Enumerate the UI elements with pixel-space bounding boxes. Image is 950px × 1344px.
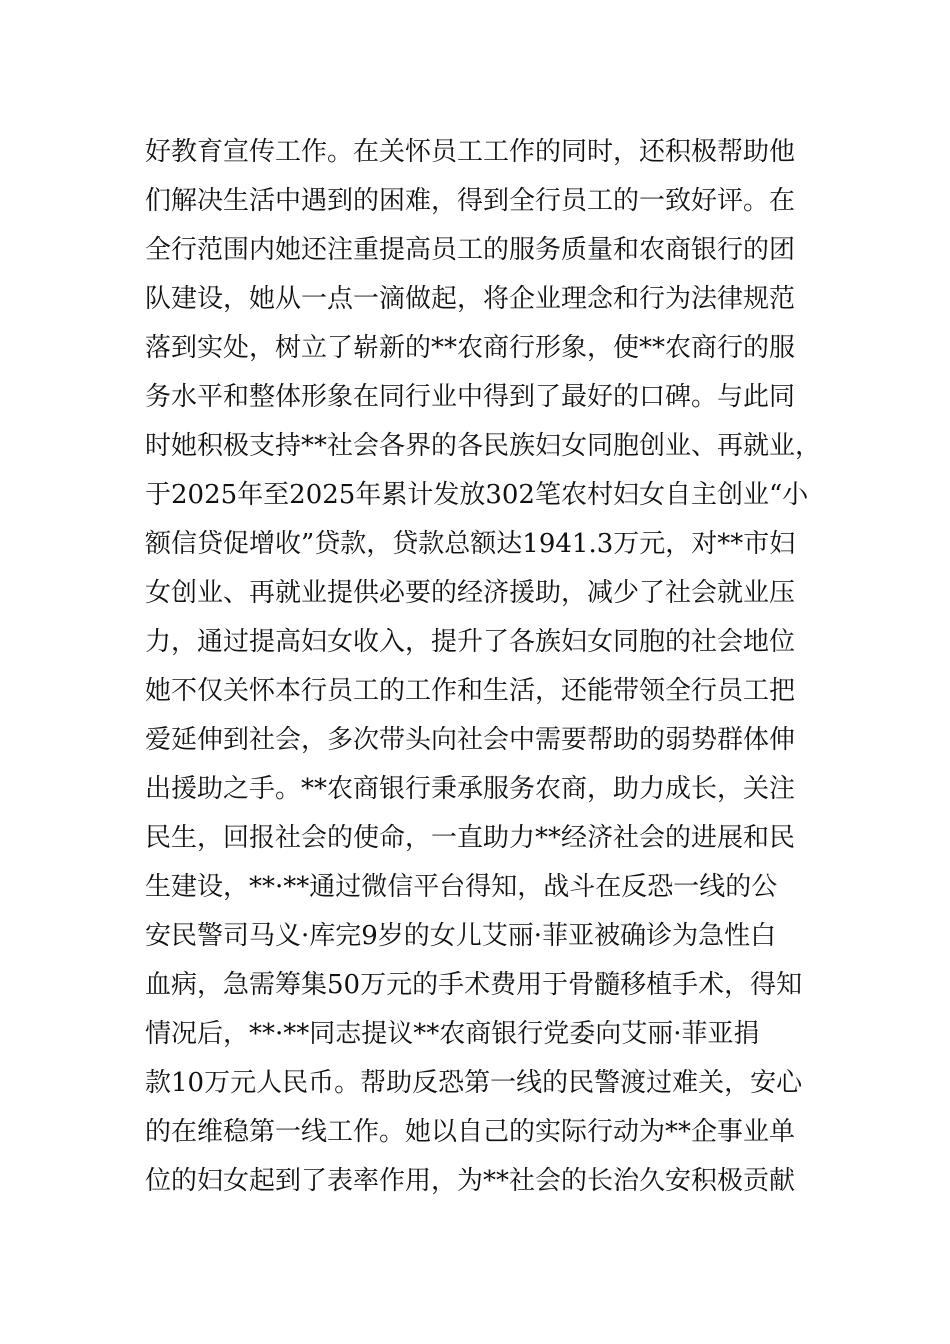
text-line: 生建设，**·**通过微信平台得知，战斗在反恐一线的公 <box>145 872 778 902</box>
text-line: 于2025年至2025年累计发放302笔农村妇女自主创业“小 <box>145 480 809 510</box>
text-line: 血病，急需筹集50万元的手术费用于骨髓移植手术，得知 <box>145 970 803 1000</box>
text-line: 队建设，她从一点一滴做起，将企业理念和行为法律规范 <box>145 284 796 314</box>
text-line: 的在维稳第一线工作。她以自己的实际行动为**企事业单 <box>145 1117 796 1147</box>
text-line: 安民警司马义·库完9岁的女儿艾丽·菲亚被确诊为急性白 <box>145 921 777 951</box>
text-line: 位的妇女起到了表率作用，为**社会的长治久安积极贡献 <box>145 1166 796 1196</box>
text-line: 好教育宣传工作。在关怀员工工作的同时，还积极帮助他 <box>145 137 796 167</box>
text-line: 情况后，**·**同志提议**农商银行党委向艾丽·菲亚捐 <box>145 1019 760 1049</box>
text-line: 她不仅关怀本行员工的工作和生活，还能带领全行员工把 <box>145 676 796 706</box>
text-line: 出援助之手。**农商银行秉承服务农商，助力成长，关注 <box>145 774 796 804</box>
text-line: 力，通过提高妇女收入，提升了各族妇女同胞的社会地位 <box>145 627 796 657</box>
text-line: 们解决生活中遇到的困难，得到全行员工的一致好评。在 <box>145 186 796 216</box>
text-line: 时她积极支持**社会各界的各民族妇女同胞创业、再就业， <box>145 431 822 461</box>
text-line: 额信贷促增收”贷款，贷款总额达1941.3万元，对**市妇 <box>145 529 796 559</box>
text-line: 爱延伸到社会，多次带头向社会中需要帮助的弱势群体伸 <box>145 725 796 755</box>
text-line: 女创业、再就业提供必要的经济援助，减少了社会就业压 <box>145 578 796 608</box>
text-line: 全行范围内她还注重提高员工的服务质量和农商银行的团 <box>145 235 796 265</box>
body-text <box>145 128 835 1206</box>
text-line: 民生，回报社会的使命，一直助力**经济社会的进展和民 <box>145 823 796 853</box>
text-line: 落到实处，树立了崭新的**农商行形象，使**农商行的服 <box>145 333 796 363</box>
text-line: 款10万元人民币。帮助反恐第一线的民警渡过难关，安心 <box>145 1068 803 1098</box>
text-line: 务水平和整体形象在同行业中得到了最好的口碑。与此同 <box>145 382 796 412</box>
